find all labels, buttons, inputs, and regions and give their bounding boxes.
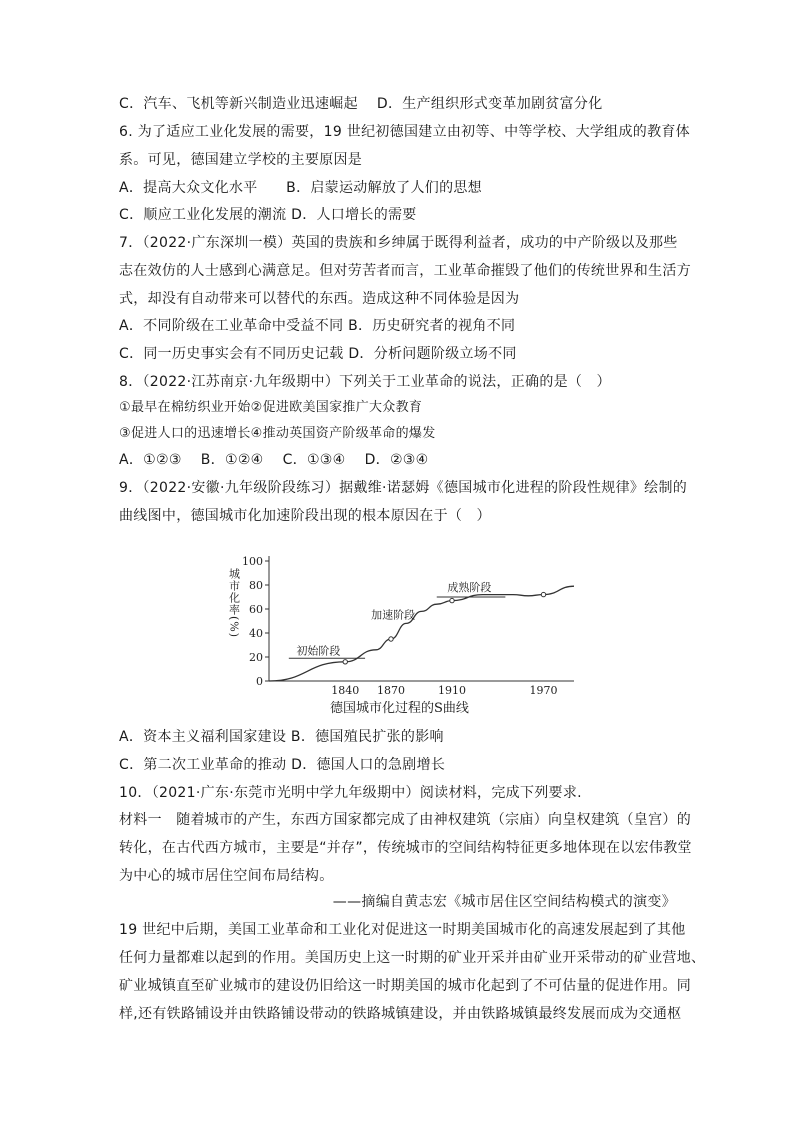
q8-stem: 8．（2022·江苏南京·九年级期中）下列关于工业革命的说法，正确的是（ ）: [119, 374, 611, 390]
annotation-initial-stage: 初始阶段: [296, 644, 341, 658]
q7-stem-line2: 志在效仿的人士感到心满意足。但对劳苦者而言，工业革命摧毁了他们的传统世界和生活方: [119, 263, 691, 279]
material1-line3: 为中心的城市居住空间布局结构。: [119, 868, 334, 884]
x-tick-label: 1970: [529, 684, 558, 697]
y-tick-label: 20: [249, 651, 263, 664]
curve-point: [343, 660, 347, 664]
q6-stem-line1: 6. 为了适应工业化发展的需要，19 世纪初德国建立由初等、中等学校、大学组成的教育体: [119, 124, 690, 140]
curve-point: [389, 637, 393, 641]
material2-line4: 样,还有铁路铺设并由铁路铺设带动的铁路城镇建设，并由铁路城镇最终发展而成为交通枢: [119, 1006, 682, 1022]
q7-stem-line1: 7．（2022·广东深圳一模）英国的贵族和乡绅属于既得利益者，成功的中产阶级以及那些: [119, 235, 678, 251]
q9-options-cd: C．第二次工业革命的推动 D．德国人口的急剧增长: [119, 757, 446, 773]
q6-options-cd: C．顺应工业化发展的潮流 D．人口增长的需要: [119, 207, 417, 223]
curve-point: [450, 598, 454, 602]
material2-line1: 19 世纪中后期，美国工业革命和工业化对促进这一时期美国城市化的高速发展起到了其他: [119, 922, 686, 938]
series-line: [269, 586, 574, 681]
urbanization-s-curve-chart: [224, 548, 584, 697]
material2-line3: 矿业城镇直至矿业城市的建设仍旧给这一时期美国的城市化起到了不可估量的促进作用。同: [119, 978, 691, 994]
material1-line2: 转化，在古代西方城市，主要是“并存”，传统城市的空间结构特征更多地体现在以宏伟教堂: [119, 840, 692, 856]
q7-options-cd: C．同一历史事实会有不同历史记载 D．分析问题阶级立场不同: [119, 346, 517, 362]
q6-options-ab: A．提高大众文化水平 B．启蒙运动解放了人们的思想: [119, 180, 482, 196]
x-tick-label: 1870: [377, 684, 405, 697]
annotation-acceleration-stage: 加速阶段: [371, 608, 416, 622]
q9-stem-line1: 9．（2022·安徽·九年级阶段练习）据戴维·诺瑟姆《德国城市化进程的阶段性规律》绘制的: [119, 480, 688, 496]
q7-stem-line3: 式，却没有自动带来可以替代的东西。造成这种不同体验是因为: [119, 291, 520, 307]
x-tick-label: 1840: [331, 684, 360, 697]
y-tick-label: 40: [249, 627, 263, 640]
q6-stem-line2: 系。可见，德国建立学校的主要原因是: [119, 152, 363, 168]
material2-line2: 任何力量都难以起到的作用。美国历史上这一时期的矿业开采并由矿业开采带动的矿业营地、: [119, 950, 706, 966]
q9-options-ab: A．资本主义福利国家建设 B．德国殖民扩张的影响: [119, 729, 444, 745]
q7-options-ab: A．不同阶级在工业革命中受益不同 B．历史研究者的视角不同: [119, 318, 516, 334]
q8-statements-line1: ①最早在棉纺织业开始②促进欧美国家推广大众教育: [119, 400, 423, 415]
y-tick-label: 0: [256, 675, 263, 688]
y-tick-label: 60: [249, 603, 263, 616]
y-tick-label: 100: [242, 555, 263, 568]
material1-source: ——摘编自黄志宏《城市居住区空间结构模式的演变》: [332, 894, 676, 910]
chart-axes: [269, 556, 574, 681]
chart-caption: 德国城市化过程的S曲线: [330, 701, 469, 716]
annotation-mature-stage: 成熟阶段: [447, 581, 492, 594]
chart-y-ticks: [242, 555, 269, 688]
chart-x-ticks: [331, 684, 557, 697]
q8-statements-line2: ③促进人口的迅速增长④推动英国资产阶级革命的爆发: [119, 426, 436, 441]
curve-point: [541, 592, 545, 596]
material1-line1: 材料一 随着城市的产生，东西方国家都完成了由神权建筑（宗庙）向皇权建筑（皇宫）的: [119, 812, 691, 828]
q10-stem: 10．（2021·广东·东莞市光明中学九年级期中）阅读材料，完成下列要求.: [119, 785, 582, 801]
y-tick-label: 80: [249, 579, 263, 592]
q8-options: A．①②③ B．①②④ C．①③④ D．②③④: [119, 452, 429, 468]
q9-stem-line2: 曲线图中，德国城市化加速阶段出现的根本原因在于（ ）: [119, 508, 491, 524]
x-tick-label: 1910: [438, 684, 466, 697]
y-axis-label: 城市化率(%): [227, 568, 241, 639]
q5-options-cd: C．汽车、飞机等新兴制造业迅速崛起 D．生产组织形式变革加剧贫富分化: [119, 96, 603, 112]
chart-points: [343, 592, 546, 664]
